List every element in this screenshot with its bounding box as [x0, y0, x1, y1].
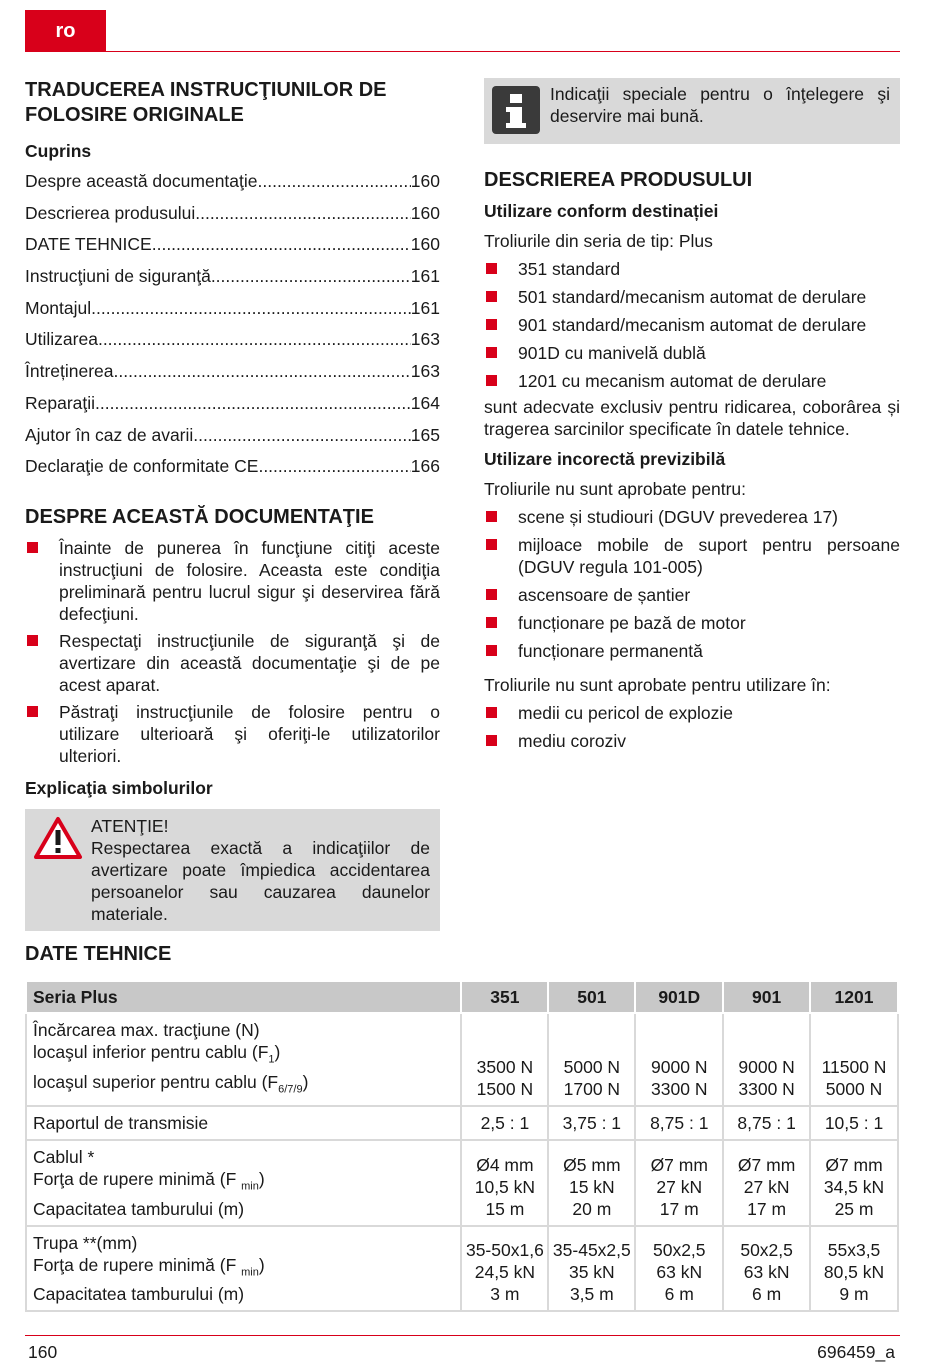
warning-box	[25, 809, 440, 931]
intended-intro: Troliurile din seria de tip: Plus	[484, 231, 713, 251]
table-row	[26, 1013, 898, 1106]
intended-text: sunt adecvate exclusiv pentru ridicarea, coborârea și tragerea sarcinilor specificate în datele tehnice.	[484, 397, 900, 439]
footer-rule	[25, 1335, 900, 1336]
main-title: TRADUCEREA INSTRUCŢIUNILOR DE FOLOSIRE ORIGINALE	[25, 79, 387, 126]
table-cell: 5000 N 1700 N	[548, 1013, 635, 1106]
column-header: 901D	[635, 981, 723, 1013]
warning-title: ATENŢIE!	[91, 815, 169, 836]
info-box	[484, 78, 900, 144]
column-header: 351	[461, 981, 548, 1013]
toc-item[interactable]: Reparaţii ..... 164	[25, 388, 440, 420]
toc-heading: Cuprins	[25, 141, 92, 161]
list-item: 501 standard/mecanism automat de derulare	[484, 286, 900, 308]
toc-item[interactable]: Declaraţie de conformitate CE ..... 166	[25, 451, 440, 483]
table-cell: 8,75 : 1	[635, 1106, 723, 1140]
column-header: 1201	[810, 981, 898, 1013]
toc-item[interactable]: Utilizarea ..... 163	[25, 324, 440, 356]
list-item: Respectaţi instrucţiunile de siguranţă şi de avertizare din această documentaţie şi de pe acest aparat.	[25, 630, 440, 696]
environment-intro: Troliurile nu sunt aprobate pentru utilizare în:	[484, 675, 831, 695]
list-item: funcționare permanentă	[484, 640, 900, 662]
table-row	[26, 1226, 898, 1312]
table-cell: 11500 N 5000 N	[810, 1013, 898, 1106]
warning-icon	[33, 816, 91, 925]
misuse-heading: Utilizare incorectă previzibilă	[484, 449, 726, 469]
table-cell: Ø7 mm 27 kN 17 m	[635, 1140, 723, 1226]
environment-list	[484, 702, 900, 752]
misuse-list	[484, 506, 900, 662]
table-cell: 9000 N 3300 N	[635, 1013, 723, 1106]
document-id: 696459_a	[817, 1342, 895, 1362]
row-label: Cablul * Forţa de rupere minimă (F $_{min}$) Capacitatea tamburului (m)	[26, 1140, 461, 1226]
column-header: Seria Plus	[26, 981, 461, 1013]
list-item: funcționare pe bază de motor	[484, 612, 900, 634]
table-cell: Ø5 mm 15 kN 20 m	[548, 1140, 635, 1226]
symbols-heading: Explicaţia simbolurilor	[25, 777, 213, 798]
table-cell: 3500 N 1500 N	[461, 1013, 548, 1106]
table-cell: 35-50x1,6 24,5 kN 3 m	[461, 1226, 548, 1312]
table-cell: 3,75 : 1	[548, 1106, 635, 1140]
warning-text: Respectarea exactă a indicaţiilor de avertizare poate împiedica accidentarea persoanelor sau cauzarea daunelor materiale.	[91, 837, 430, 924]
table-cell: 10,5 : 1	[810, 1106, 898, 1140]
doc-section-title: DESPRE ACEASTĂ DOCUMENTAŢIE	[25, 505, 374, 528]
info-icon	[492, 86, 550, 139]
list-item: 1201 cu mecanism automat de derulare	[484, 370, 900, 392]
row-label: Raportul de transmisie	[26, 1106, 461, 1140]
list-item: mediu coroziv	[484, 730, 900, 752]
list-item: 901 standard/mecanism automat de derulare	[484, 314, 900, 336]
misuse-intro: Troliurile nu sunt aprobate pentru:	[484, 479, 747, 499]
list-item: scene și studiouri (DGUV prevederea 17)	[484, 506, 900, 528]
table-cell: 50x2,5 63 kN 6 m	[635, 1226, 723, 1312]
table-row	[26, 1140, 898, 1226]
list-item: mijloace mobile de suport pentru persoane (DGUV regula 101-005)	[484, 534, 900, 578]
table-cell: 9000 N 3300 N	[723, 1013, 810, 1106]
toc-item[interactable]: Montajul ..... 161	[25, 293, 440, 325]
table-cell: 2,5 : 1	[461, 1106, 548, 1140]
toc-item[interactable]: Întreținerea ..... 163	[25, 356, 440, 388]
intended-use-heading: Utilizare conform destinației	[484, 201, 719, 221]
row-label: Încărcarea max. tracţiune (N) locaşul inferior pentru cablu $(F_1)$ locaşul superior pentru cablu $(F_{6/7/9})$	[26, 1013, 461, 1106]
right-column	[484, 78, 900, 752]
doc-bullet-list	[25, 537, 440, 767]
column-header: 501	[548, 981, 635, 1013]
product-section-title: DESCRIEREA PRODUSULUI	[484, 169, 753, 191]
toc-item[interactable]: Instrucţiuni de siguranţă ..... 161	[25, 261, 440, 293]
language-tab: ro	[25, 10, 106, 52]
table-cell: Ø7 mm 34,5 kN 25 m	[810, 1140, 898, 1226]
table-row	[26, 1106, 898, 1140]
column-header: 901	[723, 981, 810, 1013]
table-cell: 35-45x2,5 35 kN 3,5 m	[548, 1226, 635, 1312]
header-rule	[106, 51, 900, 52]
list-item: Păstraţi instrucţiunile de folosire pentru o utilizare ulterioară şi oferiţi-le utilizatorilor ulteriori.	[25, 701, 440, 767]
list-item: ascensoare de șantier	[484, 584, 900, 606]
toc-item[interactable]: Descrierea produsului ..... 160	[25, 198, 440, 230]
list-item: 351 standard	[484, 258, 900, 280]
table-cell: Ø4 mm 10,5 kN 15 m	[461, 1140, 548, 1226]
toc-item[interactable]: Despre această documentaţie ..... 160	[25, 166, 440, 198]
tech-data-title: DATE TEHNICE	[25, 943, 172, 965]
page-number: 160	[28, 1342, 58, 1362]
left-column	[25, 78, 440, 931]
table-cell: 55x3,5 80,5 kN 9 m	[810, 1226, 898, 1312]
tech-data-table	[25, 980, 899, 1312]
table-cell: Ø7 mm 27 kN 17 m	[723, 1140, 810, 1226]
list-item: Înainte de punerea în funcţiune citiţi aceste instrucţiuni de folosire. Aceasta este condiţia preliminară pentru lucrul sigur şi deservirea fără defecţiuni.	[25, 537, 440, 625]
info-text: Indicaţii speciale pentru o înţelegere şi deservire mai bună.	[550, 84, 890, 126]
intended-list	[484, 258, 900, 392]
row-label: Trupa **(mm) Forţa de rupere minimă (F $_{min}$) Capacitatea tamburului (m)	[26, 1226, 461, 1312]
table-cell: 8,75 : 1	[723, 1106, 810, 1140]
table-of-contents	[25, 166, 440, 483]
toc-item[interactable]: DATE TEHNICE ..... 160	[25, 229, 440, 261]
table-header-row	[26, 981, 898, 1013]
table-cell: 50x2,5 63 kN 6 m	[723, 1226, 810, 1312]
list-item: 901D cu manivelă dublă	[484, 342, 900, 364]
list-item: medii cu pericol de explozie	[484, 702, 900, 724]
toc-item[interactable]: Ajutor în caz de avarii ..... 165	[25, 420, 440, 452]
